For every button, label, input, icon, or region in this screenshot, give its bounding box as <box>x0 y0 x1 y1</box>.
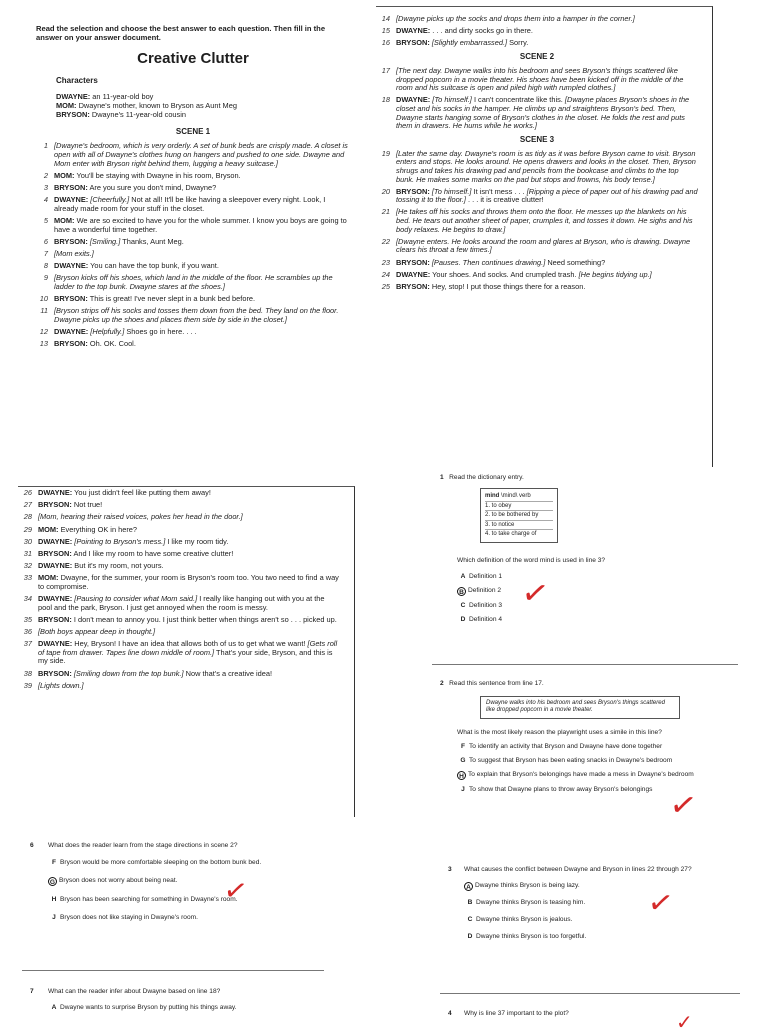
question-3 <box>448 866 738 947</box>
question-text: 6 What does the reader learn from the stage directions in scene 2? <box>30 842 238 849</box>
check-mark-icon: ✓ <box>645 884 676 923</box>
script-line: 16 BRYSON: [Slightly embarrassed.] Sorry. <box>381 38 529 48</box>
answer-option[interactable]: J Bryson does not like staying in Dwayne's room. <box>52 914 198 921</box>
script-lines <box>376 15 698 292</box>
answer-option[interactable]: D Definition 4 <box>460 615 502 623</box>
script-lines <box>34 142 350 348</box>
character-entry: DWAYNE: an 11-year-old boy <box>56 92 154 101</box>
check-mark-icon: ✓ <box>666 783 700 827</box>
script-line: 20 BRYSON: [To himself.] It isn't mess . . . [Ripping a piece of paper out of his drawing pad and tossing it to the floor.] . . . it is creative clutter! <box>381 186 698 205</box>
script-line: 23 BRYSON: [Pauses. Then continues drawing.] Need something? <box>381 257 606 267</box>
answer-option[interactable]: F Bryson would be more comfortable sleeping on the bottom bunk bed. <box>51 859 262 866</box>
check-mark-icon: ✓ <box>221 872 251 909</box>
answer-option-selected[interactable]: G Bryson does not worry about being neat. <box>49 877 178 886</box>
script-line: 24 DWAYNE: Your shoes. And socks. And crumpled trash. [He begins tidying up.] <box>381 269 652 279</box>
question-text: What is the most likely reason the playwright uses a simile in this line? <box>457 728 662 736</box>
question-text: 4 Why is line 37 important to the plot? <box>448 1010 569 1017</box>
script-line: 17 [The next day. Dwayne walks into his bedroom and sees Bryson's things scattered like dropped popcorn in a movie theater. His shoes have been kicked off in the middle of the room and his suitcase is open and piled high with rumpled clothes.] <box>381 65 684 93</box>
page-panel-2 <box>376 6 713 467</box>
answer-option[interactable]: B Dwayne thinks Bryson is teasing him. <box>467 899 586 906</box>
script-line: 7 [Mom exits.] <box>43 248 94 258</box>
script-line: 37 DWAYNE: Hey, Bryson! I have an idea that allows both of us to get what we want! [Gets roll of tape from drawer. Tapes line down middle of room.] That's your side, Bryson, and this is my side. <box>23 639 338 666</box>
script-line: 38 BRYSON: [Smiling down from the top bunk.] Now that's a creative idea! <box>23 668 273 678</box>
character-entry: BRYSON: Dwayne's 11-year-old cousin <box>56 109 186 119</box>
script-line: 32 DWAYNE: But it's my room, not yours. <box>23 561 164 571</box>
script-line: 26 DWAYNE: You just didn't feel like putting them away! <box>23 488 211 497</box>
script-line: 4 DWAYNE: [Cheerfully.] Not at all! It'll be like having a sleepover every night. Look, I already made room for your stuff in the closet. <box>43 195 326 213</box>
question-1 <box>440 474 740 630</box>
scene-heading: SCENE 3 <box>519 134 555 144</box>
answer-option[interactable]: F To identify an activity that Bryson and Dwayne have done together <box>460 742 663 750</box>
answer-option[interactable]: C Dwayne thinks Bryson is jealous. <box>467 916 573 923</box>
script-line: 2 MOM: You'll be staying with Dwayne in his room, Bryson. <box>43 170 241 180</box>
divider <box>22 970 324 971</box>
instructions: Read the selection and choose the best answer to each question. Then fill in the answer on your answer document. <box>36 24 326 42</box>
quote-box: Dwayne walks into his bedroom and sees Bryson's things scattered like dropped popcorn in a movie theater. <box>480 696 680 719</box>
script-line: 33 MOM: Dwayne, for the summer, your room is Bryson's room too. You two need to find a way to compromise. <box>23 573 339 591</box>
answer-option[interactable]: J To show that Dwayne plans to throw away Bryson's belongings <box>461 785 653 793</box>
scene-heading: SCENE 2 <box>519 51 555 61</box>
answer-option-selected[interactable]: H To explain that Bryson's belongings have made a mess in Dwayne's bedroom <box>457 771 697 780</box>
script-line: 19 [Later the same day. Dwayne's room is as tidy as it was before Bryson came to visit. Bryson enters and stops. He looks around. He opens drawers and looks in the closet. Then, Bryson shrugs and takes his drawing pad and pencils from the bookcase and climbs to the top bunk. He makes some marks on the pad but stops and frowns, his body tense.] <box>381 148 696 184</box>
divider <box>432 664 738 665</box>
script-line: 34 DWAYNE: [Pausing to consider what Mom said.] I really like hanging out with you at the pool and the park, Bryson. I just get annoyed when the room is messy. <box>23 594 325 612</box>
question-4 <box>448 1010 738 1018</box>
script-line: 18 DWAYNE: [To himself.] I can't concentrate like this. [Dwayne places Bryson's shoes in the closet and his socks in the hamper. He climbs up and straightens Bryson's bed. Then, Dwayne starts hanging some of Bryson's clothes in the closet. He folds the rest and puts them in drawers. He hums while he works.] <box>381 95 690 131</box>
script-line: 14 [Dwayne picks up the socks and drops them into a hamper in the corner.] <box>381 14 635 23</box>
script-line: 5 MOM: We are so excited to have you for the whole summer. I know you boys are going to have a wonderful time together. <box>43 215 347 234</box>
question-prompt: 2 Read this sentence from line 17. <box>440 680 544 687</box>
characters-list <box>56 93 358 119</box>
answer-option[interactable]: H Bryson has been searching for something in Dwayne's room. <box>51 896 238 903</box>
answer-option[interactable]: C Definition 3 <box>460 601 502 609</box>
script-line: 27 BRYSON: Not true! <box>23 500 103 510</box>
question-2 <box>440 680 740 800</box>
answer-option[interactable]: A Dwayne wants to surprise Bryson by putting his things away. <box>51 1004 237 1011</box>
dictionary-entry: mind \mind\ verb 1. to obey 2. to be bothered by 3. to notice 4. to take charge of <box>480 488 558 543</box>
script-line: 8 DWAYNE: You can have the top bunk, if you want. <box>43 261 219 271</box>
answer-option[interactable]: D Dwayne thinks Bryson is too forgetful. <box>467 933 587 940</box>
question-6 <box>30 842 330 928</box>
question-text: 7 What can the reader infer about Dwayne based on line 18? <box>30 988 221 995</box>
page-panel-1 <box>28 14 358 472</box>
check-mark-icon: ✓ <box>676 1010 693 1034</box>
check-mark-icon: ✓ <box>518 571 552 615</box>
script-lines <box>18 489 340 690</box>
question-text: 3 What causes the conflict between Dwayne and Bryson in lines 22 through 27? <box>448 866 692 873</box>
answer-option[interactable]: A Definition 1 <box>460 572 502 580</box>
question-7 <box>30 988 330 1018</box>
script-line: 25 BRYSON: Hey, stop! I put those things there for a reason. <box>381 282 586 291</box>
script-line: 28 [Mom, hearing their raised voices, pokes her head in the door.] <box>23 512 243 522</box>
script-line: 11 [Bryson strips off his socks and tosses them down from the bed. They land on the floor. Dwayne picks up the shoes and places them side by side in the closet.] <box>40 306 339 324</box>
script-line: 36 [Both boys appear deep in thought.] <box>23 627 156 637</box>
answer-option[interactable]: G To suggest that Bryson has been eating snacks in Dwayne's bedroom <box>460 756 673 764</box>
script-line: 6 BRYSON: [Smiling.] Thanks, Aunt Meg. <box>43 236 184 246</box>
script-line: 3 BRYSON: Are you sure you don't mind, Dwayne? <box>43 182 217 192</box>
page-title: Creative Clutter <box>137 50 249 67</box>
script-line: 9 [Bryson kicks off his shoes, which land in the middle of the floor. He scrambles up the ladder to the top bunk. Dwayne stares at the shoes.] <box>43 273 333 291</box>
script-line: 12 DWAYNE: [Helpfully.] Shoes go in here. . . . <box>39 327 197 337</box>
character-entry: MOM: Dwayne's mother, known to Bryson as Aunt Meg <box>56 100 237 110</box>
script-line: 31 BRYSON: And I like my room to have some creative clutter! <box>23 548 234 558</box>
divider <box>440 993 740 994</box>
question-prompt: 1 Read the dictionary entry. <box>440 474 524 481</box>
answer-option-selected[interactable]: B Definition 2 <box>457 587 740 596</box>
characters-heading: Characters <box>56 76 98 85</box>
script-line: 21 [He takes off his socks and throws them onto the floor. He messes up the blankets on his bed. He tears out another sheet of paper, crumples it, and tosses it down. He sighs and his body relaxes. He begins to draw.] <box>381 207 693 234</box>
script-line: 29 MOM: Everything OK in here? <box>23 524 138 534</box>
answer-option-selected[interactable]: A Dwayne thinks Bryson is being lazy. <box>464 882 738 891</box>
question-text: Which definition of the word mind is used in line 3? <box>457 556 606 564</box>
script-line: 10 BRYSON: This is great! I've never slept in a bunk bed before. <box>39 294 256 304</box>
script-line: 13 BRYSON: Oh. OK. Cool. <box>39 339 136 349</box>
script-line: 22 [Dwayne enters. He looks around the room and glares at Bryson, who is drawing. Dwayne clears his throat a few times.] <box>381 236 691 255</box>
page-panel-3 <box>18 486 355 817</box>
script-line: 30 DWAYNE: [Pointing to Bryson's mess.] I like my room tidy. <box>23 536 229 546</box>
scene-heading: SCENE 1 <box>175 127 211 137</box>
script-line: 39 [Lights down.] <box>23 680 84 690</box>
script-line: 15 DWAYNE: . . . and dirty socks go in there. <box>381 26 533 36</box>
script-line: 1 [Dwayne's bedroom, which is very orderly. A set of bunk beds are crisply made. A closet is open with all of Dwayne's clothes hung on hangers and pushed to one side. Dwayne and Mom enter with Bryson right behind them, lugging a heavy suitcase.] <box>43 141 348 168</box>
script-line: 35 BRYSON: I don't mean to annoy you. I just think better when things aren't so . . . picked up. <box>23 614 337 624</box>
